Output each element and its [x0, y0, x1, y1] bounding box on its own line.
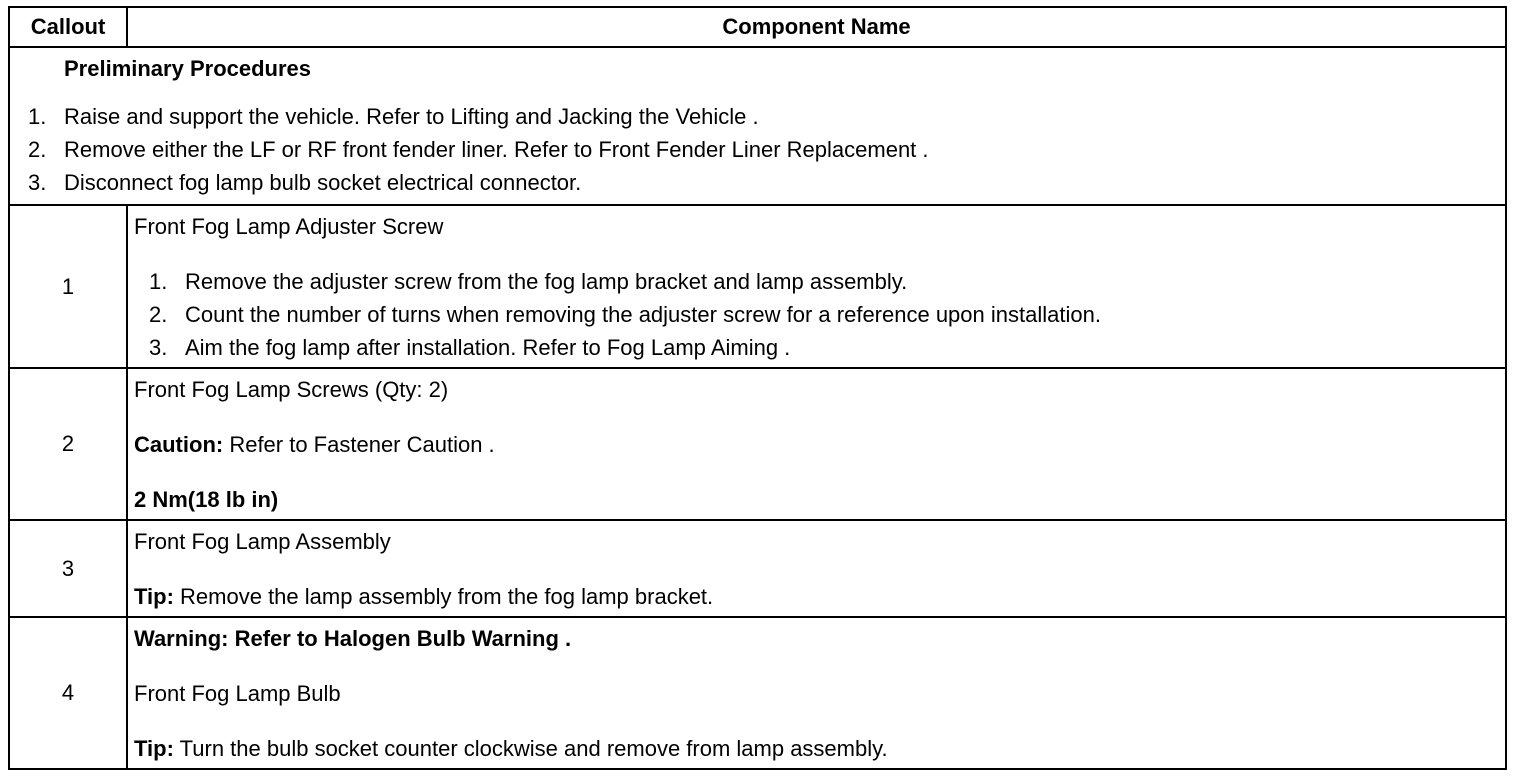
- preliminary-cell: [9, 47, 1506, 205]
- component-cell: [127, 368, 1506, 520]
- component-cell: [127, 520, 1506, 617]
- warning-note: Warning: Refer to Halogen Bulb Warning .: [134, 626, 572, 651]
- table-row: [9, 520, 1506, 617]
- table-row: [9, 617, 1506, 769]
- component-cell: [127, 617, 1506, 769]
- component-cell: [127, 205, 1506, 368]
- component-name-header: Component Name: [127, 7, 1506, 47]
- preliminary-steps: [10, 104, 1505, 198]
- callout-number: 2: [9, 368, 127, 520]
- list-item: 2. Count the number of turns when removing the adjuster screw for a reference upon installation.: [149, 302, 1101, 327]
- table-row: [9, 205, 1506, 368]
- callout-header: Callout: [9, 7, 127, 47]
- component-name: Front Fog Lamp Screws (Qty: 2): [134, 377, 449, 402]
- preliminary-title: Preliminary Procedures: [64, 56, 312, 81]
- component-steps: [134, 269, 1499, 361]
- component-name: Front Fog Lamp Adjuster Screw: [134, 214, 444, 239]
- table-header-row: [9, 7, 1506, 47]
- list-item: 1. Raise and support the vehicle. Refer to Lifting and Jacking the Vehicle .: [28, 104, 759, 129]
- caution-note: Caution: Refer to Fastener Caution .: [134, 432, 495, 457]
- tip-note: Tip: Turn the bulb socket counter clockwise and remove from lamp assembly.: [134, 736, 888, 761]
- list-item: 1. Remove the adjuster screw from the fog lamp bracket and lamp assembly.: [149, 269, 908, 294]
- list-item: 3. Disconnect fog lamp bulb socket electrical connector.: [28, 170, 582, 195]
- component-name: Front Fog Lamp Bulb: [134, 681, 341, 706]
- preliminary-row: [9, 47, 1506, 205]
- list-item: 2. Remove either the LF or RF front fender liner. Refer to Front Fender Liner Replacement .: [28, 137, 929, 162]
- table-row: [9, 368, 1506, 520]
- callout-number: 1: [9, 205, 127, 368]
- procedure-table: [8, 6, 1507, 770]
- component-name: Front Fog Lamp Assembly: [134, 529, 391, 554]
- torque-spec: 2 Nm(18 lb in): [134, 487, 279, 512]
- callout-number: 4: [9, 617, 127, 769]
- list-item: 3. Aim the fog lamp after installation. Refer to Fog Lamp Aiming .: [149, 335, 791, 360]
- callout-number: 3: [9, 520, 127, 617]
- tip-note: Tip: Remove the lamp assembly from the fog lamp bracket.: [134, 584, 714, 609]
